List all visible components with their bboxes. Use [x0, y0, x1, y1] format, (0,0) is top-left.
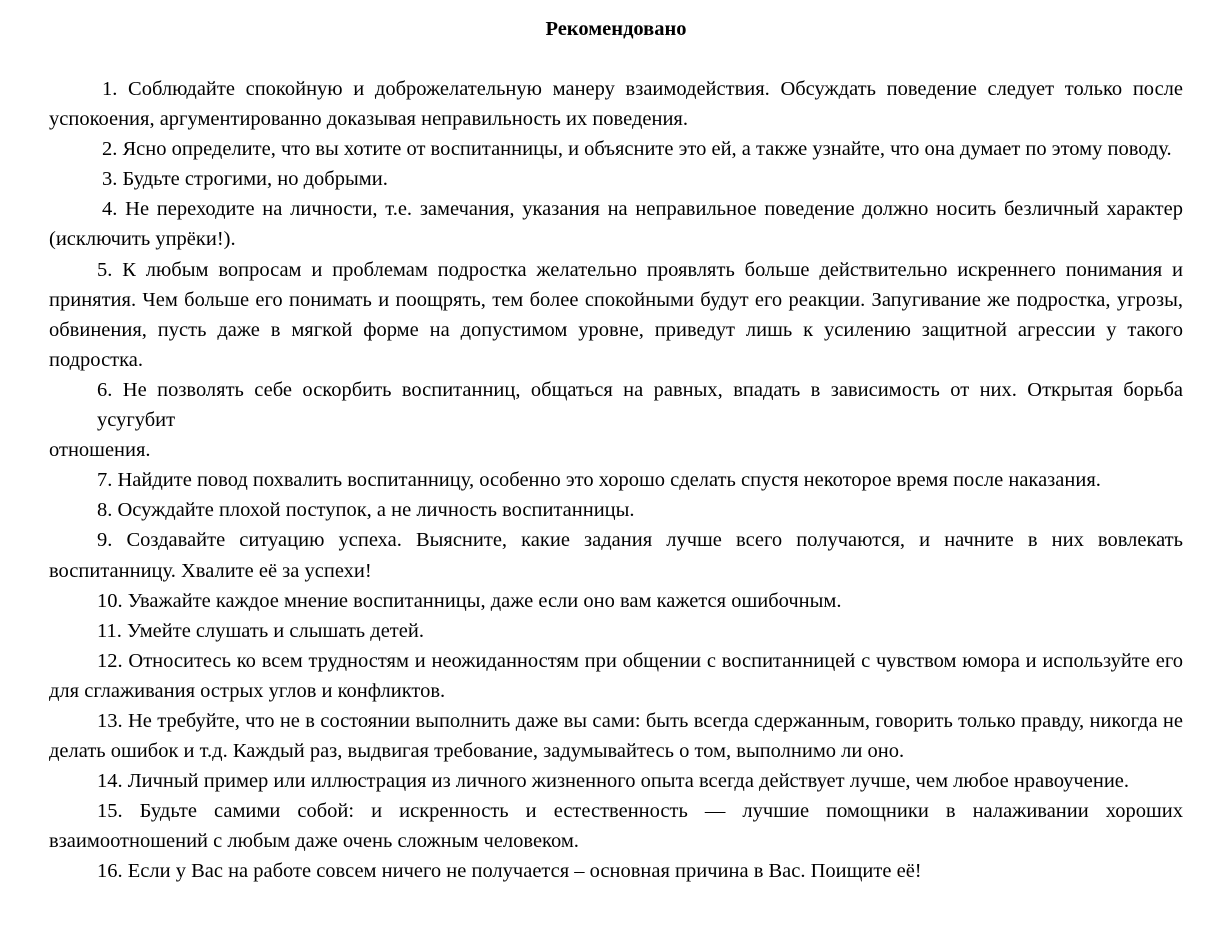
document-title: Рекомендовано: [545, 18, 687, 40]
recommendation-item-10: 10. Уважайте каждое мнение воспитанницы, даже если оно вам кажется ошибочным.: [97, 589, 842, 612]
recommendation-item-4: 4. Не переходите на личности, т.е. замечания, указания на неправильное поведение должно носить безличный характер (исключить упрёки!).: [49, 198, 1183, 251]
recommendation-item-6: 6. Не позволять себе оскорбить воспитанниц, общаться на равных, впадать в зависимость от них. Открытая борьба усугубит: [97, 378, 1183, 432]
recommendation-item-8: 8. Осуждайте плохой поступок, а не личность воспитанницы.: [97, 499, 635, 522]
recommendation-item-16: 16. Если у Вас на работе совсем ничего не получается – основная причина в Вас. Поищите её!: [97, 860, 922, 883]
recommendation-item-7: 7. Найдите повод похвалить воспитанницу, особенно это хорошо сделать спустя некоторое время после наказания.: [97, 469, 1101, 492]
recommendation-item-6-continuation: отношения.: [49, 439, 151, 462]
recommendation-item-13: 13. Не требуйте, что не в состоянии выполнить даже вы сами: быть всегда сдержанным, говорить только правду, никогда не делать ошибок и т.д. Каждый раз, выдвигая требование, задумывайтесь о том, выполнимо ли оно.: [49, 709, 1183, 763]
recommendation-item-12: 12. Относитесь ко всем трудностям и неожиданностям при общении с воспитанницей с чувством юмора и используйте его для сглаживания острых углов и конфликтов.: [49, 649, 1183, 702]
recommendation-item-1: 1. Соблюдайте спокойную и доброжелательную манеру взаимодействия. Обсуждать поведение следует только после успокоения, аргументированно доказывая неправильность их поведения.: [49, 78, 1183, 131]
recommendation-item-2: 2. Ясно определите, что вы хотите от воспитанницы, и объясните это ей, а также узнайте, что она думает по этому поводу.: [102, 138, 1172, 161]
recommendation-item-5: 5. К любым вопросам и проблемам подростка желательно проявлять больше действительно искреннего понимания и принятия. Чем больше его понимать и поощрять, тем более спокойными будут его реакции. Запугивание же подростка, угрозы, обвинения, пусть даже в мягкой форме на допустимом уровне, приведут лишь к усилению защитной агрессии у такого подростка.: [49, 258, 1183, 371]
recommendation-item-11: 11. Умейте слушать и слышать детей.: [97, 619, 424, 642]
recommendation-item-14: 14. Личный пример или иллюстрация из личного жизненного опыта всегда действует лучше, чем любое нравоучение.: [97, 770, 1130, 793]
recommendation-item-9: 9. Создавайте ситуацию успеха. Выясните, какие задания лучше всего получаются, и начните в них вовлекать воспитанницу. Хвалите её за успехи!: [49, 529, 1183, 582]
recommendation-item-3: 3. Будьте строгими, но добрыми.: [102, 168, 388, 191]
recommendation-item-15: 15. Будьте самими собой: и искренность и естественность — лучшие помощники в налаживании хороших взаимоотношений с любым даже очень сложным человеком.: [49, 800, 1183, 853]
recommendations-list: [49, 74, 1183, 887]
